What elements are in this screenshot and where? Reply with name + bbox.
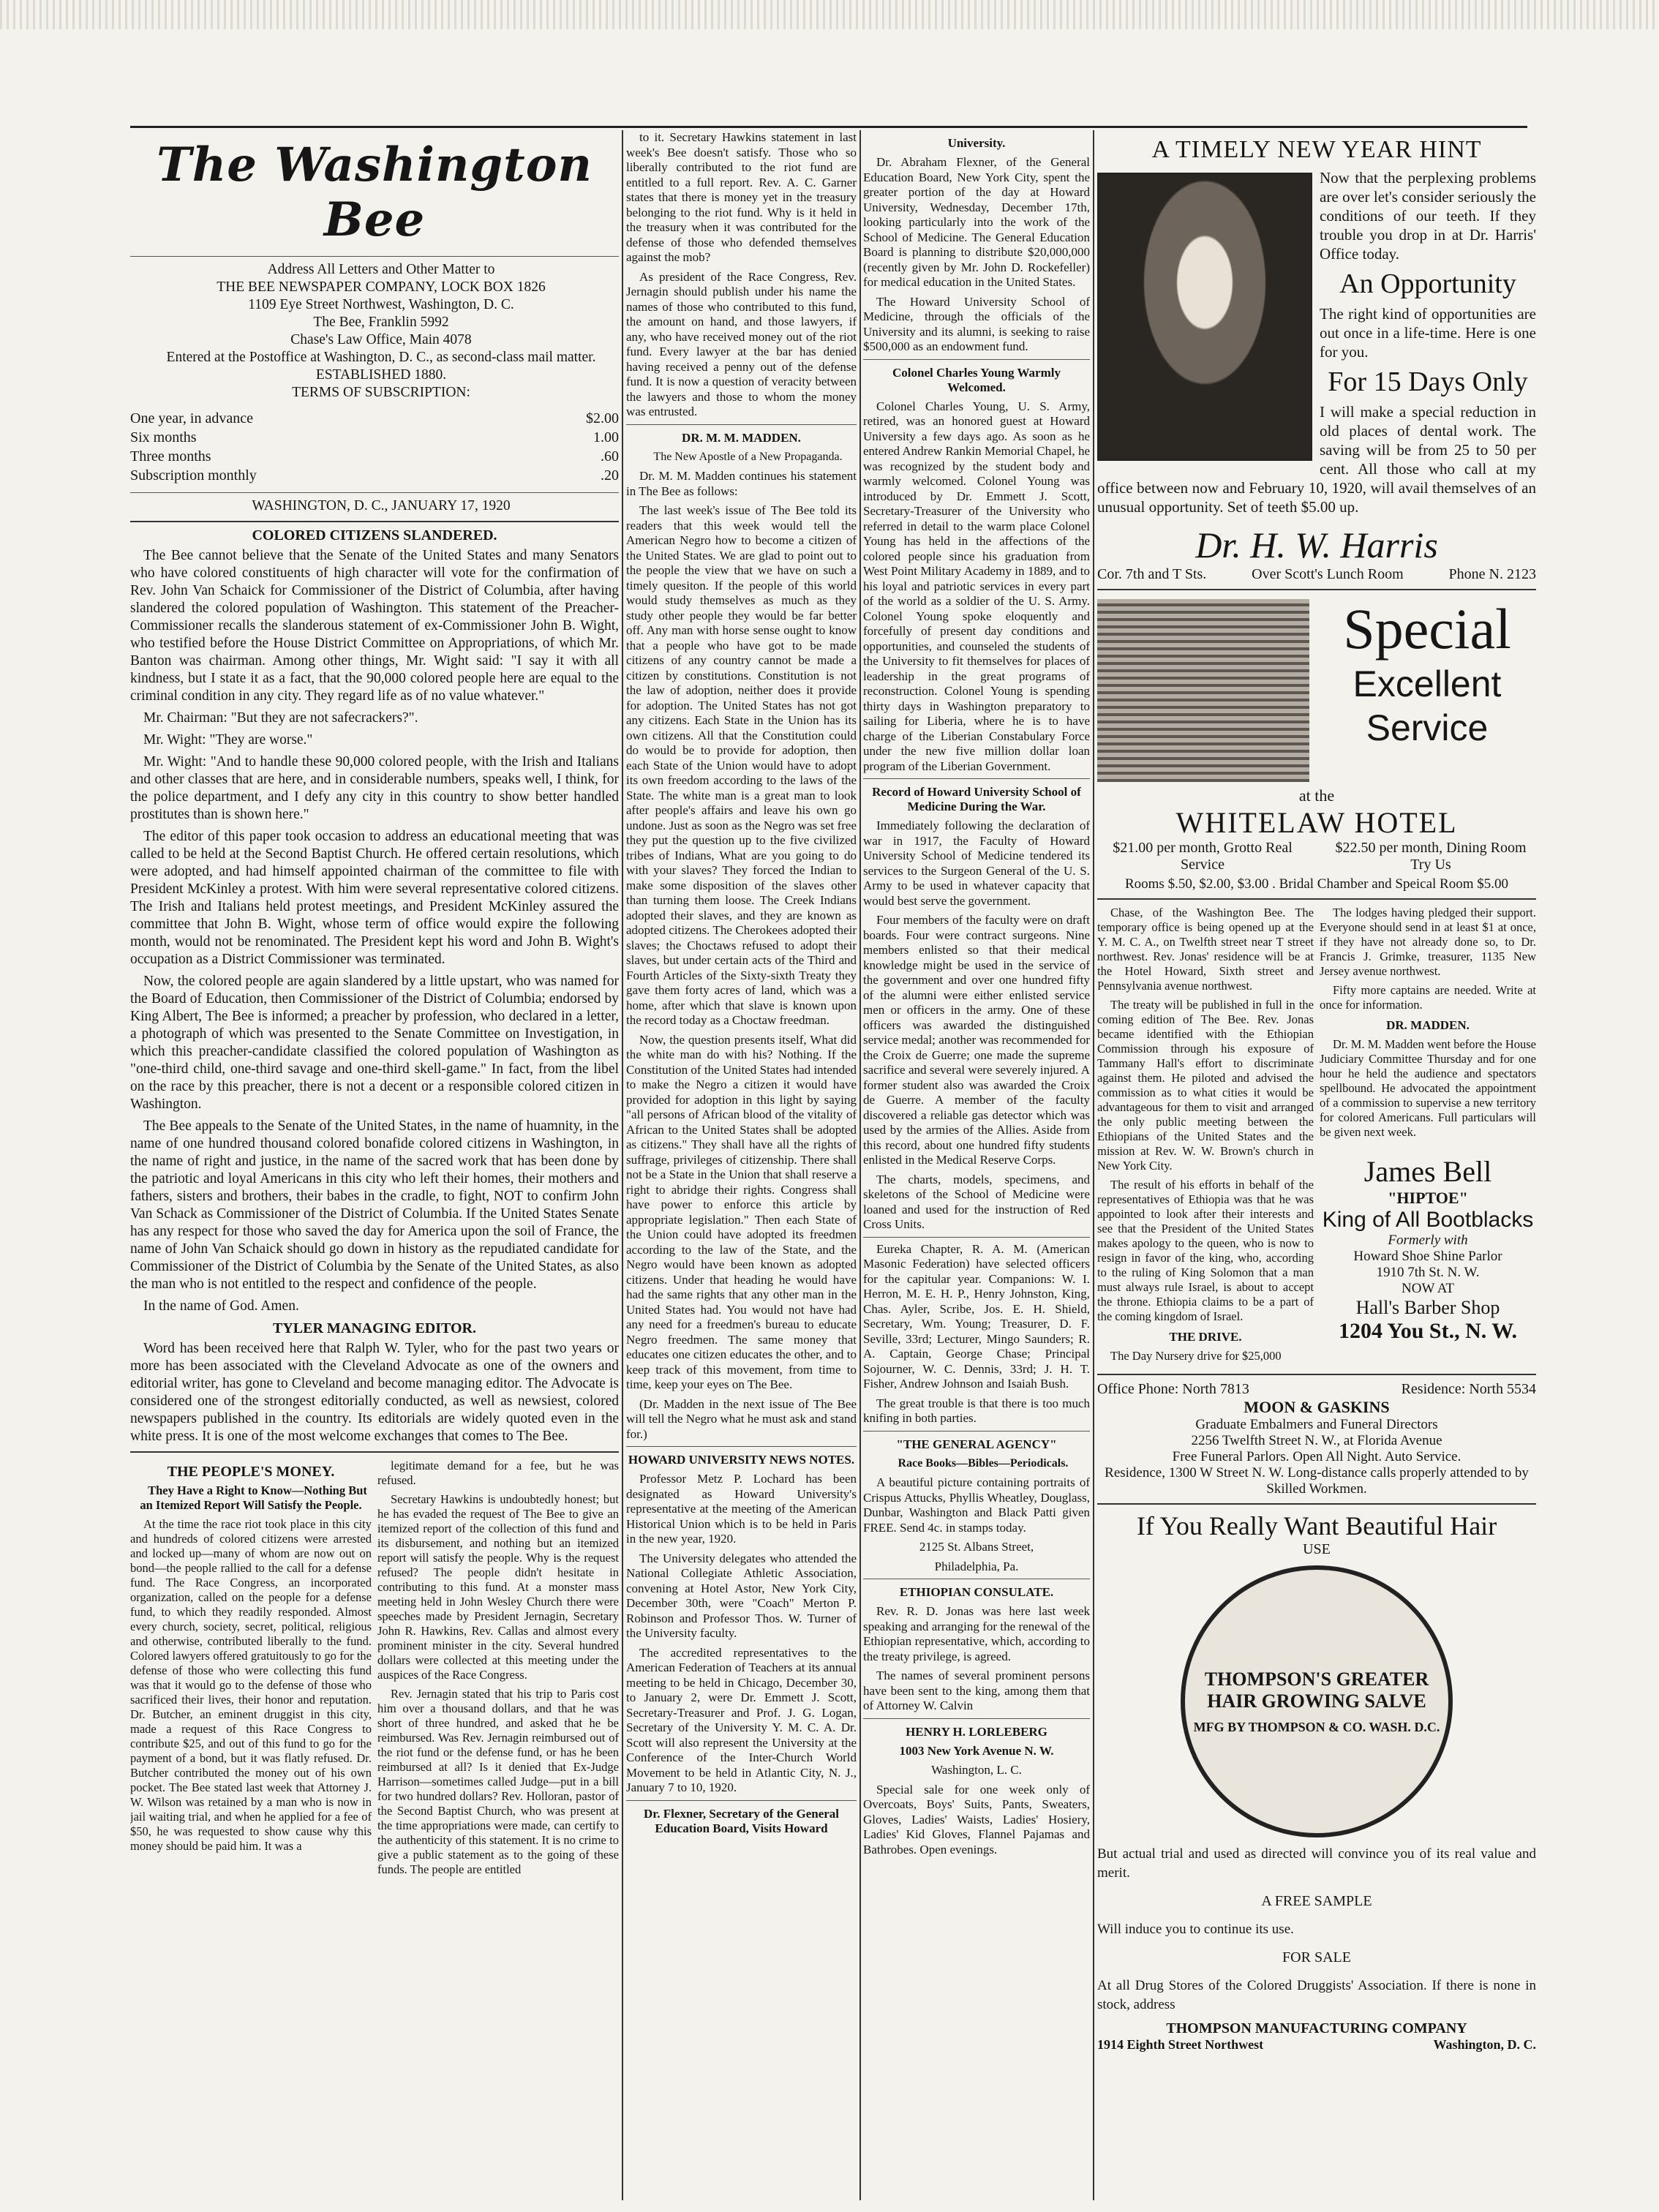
headline: Colonel Charles Young Warmly Welcomed. xyxy=(892,365,1061,394)
bell-you: 1204 You St., N. W. xyxy=(1339,1319,1517,1343)
subcolumn xyxy=(377,1459,619,1881)
paragraph: Eureka Chapter, R. A. M. (American Masonic Federation) have selected officers for the capitular year. Companions: W. I. Herron, M. E. H. P., Henry Johnston, King, Chas. Ayler, Scribe, Jos. E. H. Shield, Secretary, Wm. Young; Treasurer, D. F. Seville, 33rd; Lecturer, Mingo Saunders; R. A. Captain, George Chase; Principal Sojourner, W. C. Dennis, 33rd; J. H. T. Fisher, Andrew Johnson and Isaiah Bush. xyxy=(863,1241,1090,1391)
thompson-logo xyxy=(1181,1565,1453,1837)
paragraph: The Bee cannot believe that the Senate of the United States and many Senators who have colored constituents of high character will vote for the confirmation of Rev. John Van Schaick for Commissioner of the District of Columbia, after having slandered the colored population of Washington. This statement of the Preacher-Commissioner recalls the slanderous statement of ex-Commissioner John B. Wight, who testified before the House District Committee on Appropriations, of which Mr. Banton was chairman. Among other things, Mr. Wight said: "I say it with all kindness, but I state it as a fact, that the 90,000 colored people here are equal to the criminal condition in any city. They regard life as of no value whatever." xyxy=(130,548,619,704)
divider xyxy=(130,256,619,257)
hair-city: Washington, D. C. xyxy=(1433,2037,1536,2052)
masthead-address: Address All Letters and Other Matter to xyxy=(267,262,495,277)
special-title: Special xyxy=(1343,597,1511,661)
paragraph: Dr. M. M. Madden continues his statement in The Bee as follows: xyxy=(626,469,857,498)
subheadline: Race Books—Bibles—Periodicals. xyxy=(898,1456,1069,1470)
divider xyxy=(626,1446,857,1447)
paragraph: The Howard University School of Medicine, through the officials of the University and its alumni, is seeking to raise $500,000 as an endowment fund. xyxy=(863,294,1090,353)
moon-line: Free Funeral Parlors. Open All Night. Auto Service. xyxy=(1172,1449,1462,1464)
paragraph: Mr. Wight: "And to handle these 90,000 colored people, with the Irish and Italians and other classes that are here, and in considerable numbers, speaks well, I think, for the police department, and I defy any city in this country to show better handled prostitutes than is shown here." xyxy=(130,754,619,822)
doctor-location: Cor. 7th and T Sts. xyxy=(1097,566,1207,582)
headline: Dr. Flexner, Secretary of the General Education Board, Visits Howard xyxy=(643,1806,840,1835)
paragraph: legitimate demand for a fee, but he was refused. xyxy=(377,1459,619,1487)
moon-name: MOON & GASKINS xyxy=(1244,1398,1390,1416)
headline: University. xyxy=(947,136,1006,150)
paragraph: Secretary Hawkins is undoubtedly honest; but he has evaded the request of The Bee to give an itemized report of the collection of this fund and its disbursement, and nothing but an itemized report will satisfy the people. Why is the request refused? The people didn't hesitate in contributing to this fund. At a monster mass meeting held in John Wesley Church there were speeches made by President Jernagin, Secretary John R. Hawkins, Rev. Callas and almost every prominent minister in the city. Several hundred dollars were collected at this meeting under the auspices of the Race Congress. xyxy=(377,1492,619,1682)
subscription-table xyxy=(130,409,619,485)
paragraph: Special sale for one week only of Overcoats, Boys' Suits, Pants, Sweaters, Gloves, Ladies' Waists, Ladies' Hosiery, Ladies' Kid Gloves, Flannel Pajamas and Bathrobes. Open evenings. xyxy=(863,1782,1090,1856)
paragraph: Now, the colored people are again slandered by a little upstart, who was named for the Board of Education, then Commissioner of the District of Columbia; endorsed by King Albert, The Bee is informed; a preacher by profession, who declared in a letter, a photograph of which was presented to the Senate Committee on Investigation, in which this preacher-candidate classified the colored population of Washington as "one-third child, one-third savage and one-third skell-game." In fact, from the libel on the race by this preacher, there is not a decent or a responsible colored citizen in Washington. xyxy=(130,974,619,1112)
paragraph: Fifty more captains are needed. Write at once for information. xyxy=(1320,983,1536,1012)
sub-label: One year, in advance xyxy=(130,410,253,426)
masthead-company: THE BEE NEWSPAPER COMPANY, LOCK BOX 1826 xyxy=(217,279,546,295)
hair-address-row xyxy=(1097,2037,1536,2053)
subcolumn xyxy=(1320,906,1536,1368)
paragraph: Mr. Wight: "They are worse." xyxy=(143,732,313,748)
headline: DR. MADDEN. xyxy=(1386,1018,1470,1032)
paragraph: The result of his efforts in behalf of the representatives of Ethiopia was that he was appointed to look after their interests and see that the President of the United States makes apology to the queen, who is now to resign in favor of the king, who, according to the ruling of King Solomon that a man must always rule Israel, is about to accept the throne. Ethiopia claims to be a part of the coming kingdom of Israel. xyxy=(1097,1178,1314,1323)
paragraph: A beautiful picture containing portraits of Crispus Attucks, Phyllis Wheatley, Douglass, Dunbar, Washington and Black Patti given FREE. Send 4c. in stamps today. xyxy=(863,1475,1090,1535)
dental-ad-title: A TIMELY NEW YEAR HINT xyxy=(1151,136,1482,163)
bell-now: NOW AT xyxy=(1402,1281,1454,1296)
moon-phone-row xyxy=(1097,1381,1536,1398)
divider xyxy=(1097,589,1536,590)
subscription-row xyxy=(130,428,619,447)
paragraph: (Dr. Madden in the next issue of The Bee will tell the Negro what he must ask and stand for.) xyxy=(626,1396,857,1441)
doctor-name: Dr. H. W. Harris xyxy=(1195,524,1438,565)
subheadline: The New Apostle of a New Propaganda. xyxy=(653,450,843,463)
paragraph: I will make a special reduction in old places of dental work. The saving will be from 25 to 50 per cent. All those who call at my office between now and February 10, 1920, will avail themselves of an unusual opportunity. Set of teeth $5.00 up. xyxy=(1097,403,1536,516)
paragraph: The great trouble is that there is too much knifing in both parties. xyxy=(863,1396,1090,1425)
sub-price: 1.00 xyxy=(593,429,619,445)
paragraph: The right kind of opportunities are out once in a life-time. Here is one for you. xyxy=(1320,305,1536,361)
sub-label: Subscription monthly xyxy=(130,467,257,484)
excellent-service: Excellent Service xyxy=(1353,663,1502,748)
paragraph: Rev. Jernagin stated that his trip to Paris cost him over a thousand dollars, and that he was short of three hundred, and asked that he be reimbursed. Was Rev. Jernagin reimbursed out of the riot fund or the defense fund, or has he been reimbursed at all? Is it denied that Ex-Judge Harrison—sometimes called Judge—put in a bill for two hundred dollars? Rev. Holloran, pastor of the Second Baptist Church, who was present at the time appropriations were made, can certify to the authenticity of this statement. It is no crime to give a public statement as to the going of these funds. The people are entitled xyxy=(377,1687,619,1876)
paragraph: The lodges having pledged their support. Everyone should send in at least $1 at once, if they have not already done so, to Dr. Francis J. Grimke, treasurer, 1135 New Jersey avenue northwest. xyxy=(1320,906,1536,978)
paragraph: Chase, of the Washington Bee. The temporary office is being opened up at the Y. M. C. A., on Twelfth street near T street northwest. Rev. Jonas' residence will be at the Hotel Howard, Sixth street and Pennsylvania avenue northwest. xyxy=(1097,906,1314,993)
headline: THE PEOPLE'S MONEY. xyxy=(167,1464,335,1480)
paragraph: The editor of this paper took occasion to address an educational meeting that was called to be held at the Second Baptist Church. He offered certain resolutions, which were adopted, and had himself appointed chairman of the committee to file with President McKinley a protest. With him were several representative colored citizens. The Irish and Italians held protest meetings, and President McKinley assured the committee that John B. Wight, whose term of office would expire the following month, would not be renominated. The President kept his word and John B. Wight's occupation as a District Commissioner was terminated. xyxy=(130,829,619,967)
divider xyxy=(1097,1503,1536,1505)
hair-sale: FOR SALE xyxy=(1282,1949,1351,1965)
paragraph: Dr. Abraham Flexner, of the General Education Board, New York City, spent the greater portion of the day at Howard University, Wednesday, December 17th, looking particularly into the work of the School of Medicine. The General Education Board is planning to distribute $20,000,000 (recently given by Mr. John D. Rockefeller) for medical education in the United States. xyxy=(863,155,1090,289)
masthead-phone: Chase's Law Office, Main 4078 xyxy=(290,332,472,347)
divider xyxy=(626,1800,857,1801)
divider xyxy=(863,1718,1090,1719)
bell-king: King of All Bootblacks xyxy=(1322,1208,1534,1232)
hair-sample: A FREE SAMPLE xyxy=(1261,1893,1372,1909)
masthead-street: 1109 Eye Street Northwest, Washington, D. C. xyxy=(248,297,514,312)
sub-price: .20 xyxy=(601,467,619,484)
rate-dining: $22.50 per month, Dining Room Try Us xyxy=(1335,840,1527,873)
paragraph: Professor Metz P. Lochard has been designated as Howard University's representative at the meeting of the American Historical Union which is to be held in Paris in the new year, 1920. xyxy=(626,1472,857,1546)
column-4-ads xyxy=(1097,130,1536,2200)
headline: TYLER MANAGING EDITOR. xyxy=(273,1320,476,1336)
subscription-row xyxy=(130,447,619,466)
divider xyxy=(863,359,1090,360)
hotel-name: WHITELAW HOTEL xyxy=(1175,806,1458,839)
sub-label: Three months xyxy=(130,448,211,464)
thompson-logo-maker: MFG BY THOMPSON & CO. WASH. D.C. xyxy=(1193,1719,1440,1734)
headline: DR. M. M. MADDEN. xyxy=(682,430,801,445)
address-line: Philadelphia, Pa. xyxy=(934,1559,1019,1573)
paragraph: Word has been received here that Ralph W. Tyler, who for the past two years or more has been associated with the Cleveland Advocate as one of the owners and editorial writer, has gone to Cleveland and become managing editor. The Advocate is considered one of the strongest editorially conducted, as well as newsiest, colored newspapers published in the country. Its editorials are widely quoted even in the white press. It is one of the most welcome exchanges that comes to The Bee. xyxy=(130,1341,619,1444)
paragraph: Now, the question presents itself, What did the white man do with his? Nothing. If the Constitution of the United States had intended to make the Negro a citizen it would have provided for adoption in this light by saying "all persons of African blood of the vitality of African to the United States shall be adopted as citizens." They shall have all the rights of suffrage, privileges of citizenship. There shall not be a State in the Union that shall reserve a right to abridge their rights. Congress shall have power to enforce this article by appropriate legislation." Then each State of the Union could have adopted its freedmen according to the law of the State, and the Negro would have been known as adopted citizens. Under that heading he would have had the same rights that any other man in the United States had. You would not have had any need for a freedmen's bureau to educate Negro freedmen. The same money that educates one citizen educates the other, and to keep track of this movement, from time to time, keep your eyes on The Bee. xyxy=(626,1032,857,1391)
at-the: at the xyxy=(1298,786,1335,805)
column-2 xyxy=(626,130,857,2200)
headline: HOWARD UNIVERSITY NEWS NOTES. xyxy=(628,1453,855,1467)
masthead-title: The Washington Bee xyxy=(157,138,592,247)
hair-address: 1914 Eighth Street Northwest xyxy=(1097,2037,1264,2052)
paragraph: Will induce you to continue its use. xyxy=(1097,1922,1294,1937)
divider xyxy=(863,778,1090,779)
masthead-entered: Entered at the Postoffice at Washington, D. C., as second-class mail matter. xyxy=(166,350,596,365)
address-line: 1003 New York Avenue N. W. xyxy=(899,1743,1054,1758)
paragraph: At all Drug Stores of the Colored Druggists' Association. If there is none in stock, address xyxy=(1097,1978,1536,2012)
doctor-over: Over Scott's Lunch Room xyxy=(1252,566,1404,582)
paragraph: The Bee appeals to the Senate of the United States, in the name of huamnity, in the name of one hundred thousand colored bonafide colored citizens in Washington, in the name of right and justice, in the name of the sacred work that has been done by the patriotic and loyal Americans in this city who left their homes, their mothers and fathers, sisters and brothers, their babes in the cradle, to fight, NOT to confirm John Van Schack as Commissioner of the District of Columbia. If the United States Senate has any respect for those who saved the day for America upon the soil of France, the name of John Van Schaick should go down in history as the repudiated candidate for Commissioner of the District of Columbia by the Senate of the United States, as also the man who is not entitled to the respect and confidence of the people. xyxy=(130,1118,619,1292)
paragraph: The accredited representatives to the American Federation of Teachers at its annual meeting to be held in Chicago, December 30, to January 2, were Dr. Emmett J. Scott, Secretary-Treasurer and Prof. J. G. Logan, Secretary of the University Y. M. C. A. Dr. Scott will also represent the University at the Conference of the Inter-Church World Movement to be held in Atlantic City, N. J., January 7 to 10, 1920. xyxy=(626,1645,857,1794)
address-line: Washington, L. C. xyxy=(931,1763,1022,1777)
hair-use: USE xyxy=(1303,1541,1331,1557)
subcolumn xyxy=(1097,906,1314,1368)
paragraph: The names of several prominent persons have been sent to the king, among them that of Attorney W. Calvin xyxy=(863,1669,1090,1712)
hair-title: If You Really Want Beautiful Hair xyxy=(1136,1511,1497,1540)
divider xyxy=(130,1451,619,1453)
ad-name: HENRY H. LORLEBERG xyxy=(906,1724,1047,1739)
paragraph: The Day Nursery drive for $25,000 xyxy=(1110,1349,1282,1363)
divider xyxy=(130,521,619,522)
headline: Record of Howard University School of Medicine During the War. xyxy=(872,785,1081,813)
bell-addr: 1910 7th St. N. W. xyxy=(1376,1265,1480,1280)
headline: ETHIOPIAN CONSULATE. xyxy=(899,1585,1054,1599)
divider xyxy=(1097,1374,1536,1375)
hotel-image xyxy=(1097,599,1309,782)
subscription-row xyxy=(130,466,619,485)
bell-howard: Howard Shoe Shine Parlor xyxy=(1353,1249,1502,1264)
bell-nick: "HIPTOE" xyxy=(1388,1189,1468,1207)
sub-label: Six months xyxy=(130,429,197,445)
news-subcolumns xyxy=(1097,906,1536,1368)
paragraph: But actual trial and used as directed will convince you of its real value and merit. xyxy=(1097,1846,1536,1881)
paragraph: Four members of the faculty were on draft boards. Four were contract surgeons. Nine members enlisted so that their medical knowledge might be used in the service of the government and over one hundred fifty of the alumni were either enlisted service men or officers in the army. One of these officers was awarded the distinguished service medal; another was recommended for the Croix de Guerre; one made the supreme sacrifice and several were severely injured. A former student also was awarded the Croix de Guerre. A member of the faculty discovered a reliable gas detector which was used by the armies of the Allies. Aside from this record, about one hundred fifty students enlisted in the Medical Reserve Corps. xyxy=(863,913,1090,1167)
divider xyxy=(863,1237,1090,1238)
masthead-terms: TERMS OF SUBSCRIPTION: xyxy=(292,385,470,400)
moon-line: 2256 Twelfth Street N. W., at Florida Avenue xyxy=(1191,1433,1442,1448)
thompson-logo-text: THOMPSON'S GREATER HAIR GROWING SALVE xyxy=(1204,1668,1429,1712)
column-1 xyxy=(130,130,619,2200)
divider xyxy=(626,424,857,425)
hotel-rates xyxy=(1097,840,1536,873)
sub-price: .60 xyxy=(601,448,619,464)
moon-office-phone: Office Phone: North 7813 xyxy=(1097,1381,1249,1397)
days-title: For 15 Days Only xyxy=(1328,366,1528,397)
paragraph: Mr. Chairman: "But they are not safecrackers?". xyxy=(143,710,418,726)
column-rule xyxy=(1093,130,1094,2200)
doctor-contact-row xyxy=(1097,566,1536,583)
paragraph: Immediately following the declaration of war in 1917, the Faculty of Howard University School of Medicine tendered its services to the Surgeon General of the U. S. Army to be used in whatever capacity that would best serve the government. xyxy=(863,819,1090,908)
subscription-row xyxy=(130,409,619,428)
divider xyxy=(1097,898,1536,900)
address-line: 2125 St. Albans Street, xyxy=(919,1540,1034,1554)
column-rule xyxy=(859,130,861,2200)
headline: COLORED CITIZENS SLANDERED. xyxy=(252,527,497,543)
doctor-phone: Phone N. 2123 xyxy=(1448,566,1536,582)
paragraph: to it. Secretary Hawkins statement in last week's Bee doesn't satisfy. Those who so liberally contributed to the riot fund are entitled to a full report. Rev. A. C. Garner states that there is money yet in the treasury belonging to the riot fund. Why is it held in the treasury when it was contributed for the defense of those who defended themselves against the mob? xyxy=(626,130,857,264)
rate-grotto: $21.00 per month, Grotto Real Service xyxy=(1113,840,1293,873)
headline: THE DRIVE. xyxy=(1169,1330,1242,1344)
masthead-phone: The Bee, Franklin 5992 xyxy=(313,315,449,330)
paragraph: The last week's issue of The Bee told its readers that this week would tell the American Negro how to become a citizen of the United States. We are glad to point out to the people the view that we have on such a timely quesiton. If the people of this world would study themselves as much as they study other people they would be far better off. Any man with horse sense ought to know that a people who have got to be made citizens of any country cannot be made a citizen by constitutions. Constitution is not the law of adoption, neither does it provide for adoption. The United States has not got any citizens. Each State in the Union has its own citizens. All that the Constitution could do would be to provide for adoption, then each State of the Union would have to adopt its own freedom according to the laws of the State. The white man is a great man to look after people's affairs and leave his own go undone. Just as soon as the Negro was set free they put the question up to the five civilized tribes of Indians, What are you going to do with your slaves? They forced the Indian to make some disposition of the slaves other than turning them loose. The Creek Indians adopted their slaves, and they are known as adopted citizens. The Cherokees adopted their slaves; the Choctaws refused to adopt their slaves, but under certain acts of the Third and Fourth Articles of the Sixty-sixth Treaty they gave them forty acres of land, which was a home, after which that slave is known upon the record today as a Choctaw freedman. xyxy=(626,503,857,1027)
column-rule xyxy=(622,130,623,2200)
moon-line: Residence, 1300 W Street N. W. Long-distance calls properly attended to by Skilled Workmen. xyxy=(1105,1465,1529,1497)
paragraph: At the time the race riot took place in this city and hundreds of colored citizens were arrested and locked up—many of whom are now out on bond—the people rallied to the call for a defense fund. The Race Congress, an incorporated organization, called on the people for a defense fund, to which they readily responded. Almost every church, society, secret, political, religious and otherwise, contributed liberally to the fund. Colored lawyers offered gratuitously to go for the defense of those who were collecting this fund was that it would go to the defense of those who sacrificed their lives, their honor and reputation. Dr. Butcher, an eminent druggist in this city, made a request of this Race Congress to contribute $25, and out of this fund to go for the payment of a bond, but it was flatly refused. Dr. Butcher contributed the money out of his own pocket. The Bee stated last week that Attorney J. W. Wilson was retained by a man who is now in jail waiting trial, and when he applied for a fee of $50, he was requested to show cause why this money should be paid him. It was a xyxy=(130,1517,372,1853)
paragraph: The treaty will be published in full in the coming edition of The Bee. Rev. Jonas became identified with the Ethiopian Commission through his exposure of Tammany Hall's effort to discriminate against them. He piloted and advised the commission as to what cities it would be advantageous for them to visit and arranged the only public meeting between the Ethiopians of the United States and the mission at Rev. W. W. Brown's church in New York City. xyxy=(1097,998,1314,1173)
sub-price: $2.00 xyxy=(586,410,619,426)
dateline: WASHINGTON, D. C., JANUARY 17, 1920 xyxy=(252,498,511,514)
moon-res-phone: Residence: North 5534 xyxy=(1401,1381,1536,1397)
paragraph: The charts, models, specimens, and skeletons of the School of Medicine were loaned and used for the instruction of Red Cross Units. xyxy=(863,1172,1090,1231)
masthead-established: ESTABLISHED 1880. xyxy=(315,367,447,383)
opportunity-title: An Opportunity xyxy=(1339,268,1516,299)
scan-noise-strip xyxy=(0,0,1659,29)
column-3 xyxy=(863,130,1090,2200)
paragraph: Colonel Charles Young, U. S. Army, retired, was an honored guest at Howard University a few days ago. As soon as he entered Andrew Rankin Memorial Chapel, he was recognized by the student body and warmly welcomed. Colonel Young was introduced by Dr. Emmett J. Scott, Secretary-Treasurer of the University who referred in detail to the warm place Colonel Young has held in the affections of the colored people since his graduation from West Point Military Academy in 1889, and to his loyal and patriotic services in every part of the world as a soldier of the U. S. Army. Colonel Young spoke eloquently and forcefully of present day conditions and opportunities, and counseled the students of the University to fit themselves for places of leadership in the great programs of reconstruction. Colonel Young is spending thirty days in Washington preparatory to sailing for Liberia, where he is to have charge of the Liberian Constabulary Force under the new five million dollar loan program of the Liberian Government. xyxy=(863,399,1090,773)
top-rule xyxy=(130,126,1527,128)
hotel-rooms: Rooms $.50, $2.00, $3.00 . Bridal Chamber and Speical Room $5.00 xyxy=(1124,876,1509,892)
paragraph: Rev. R. D. Jonas was here last week speaking and arranging for the renewal of the Ethiopian representative, which, according to the treaty privilege, is agreed. xyxy=(863,1604,1090,1663)
bell-formerly: Formerly with xyxy=(1388,1233,1468,1248)
paragraph: As president of the Race Congress, Rev. Jernagin should publish under his name the names of those who contributed to this fund, the amount on hand, and those lawyers, if any, who have received money out of the riot fund. Every lawyer at the bar has denied having received a penny out of the defense fund. It is now a question of veracity between the lawyers and those to whom the money was entrusted. xyxy=(626,269,857,418)
portrait-image xyxy=(1097,173,1312,461)
headline: "THE GENERAL AGENCY" xyxy=(896,1437,1057,1451)
paragraph: Now that the perplexing problems are over let's consider seriously the conditions of our teeth. If they trouble you drop in at Dr. Harris' Office today. xyxy=(1320,169,1536,263)
divider xyxy=(863,1431,1090,1432)
subcolumn xyxy=(130,1459,372,1881)
hair-company: THOMPSON MANUFACTURING COMPANY xyxy=(1166,2020,1467,2036)
subheadline: They Have a Right to Know—Nothing But an Itemized Report Will Satisfy the People. xyxy=(140,1483,367,1512)
peoples-money-article xyxy=(130,1459,619,1881)
bell-name: James Bell xyxy=(1363,1155,1492,1188)
paragraph: In the name of God. Amen. xyxy=(143,1298,299,1314)
paragraph: The University delegates who attended the National Collegiate Athletic Association, convening at Hotel Astor, New York City, December 30th, were "Coach" Merton P. Robinson and Professor Thos. W. Turner of the University faculty. xyxy=(626,1551,857,1640)
bell-halls: Hall's Barber Shop xyxy=(1355,1297,1500,1318)
divider xyxy=(130,492,619,493)
moon-line: Graduate Embalmers and Funeral Directors xyxy=(1195,1417,1438,1432)
paragraph: Dr. M. M. Madden went before the House Judiciary Committee Thursday and for one hour he held the audience and spectators spellbound. He advocated the appointment of a commission to supervise a new territory for colored Americans. Full particulars will be given next week. xyxy=(1320,1037,1536,1139)
